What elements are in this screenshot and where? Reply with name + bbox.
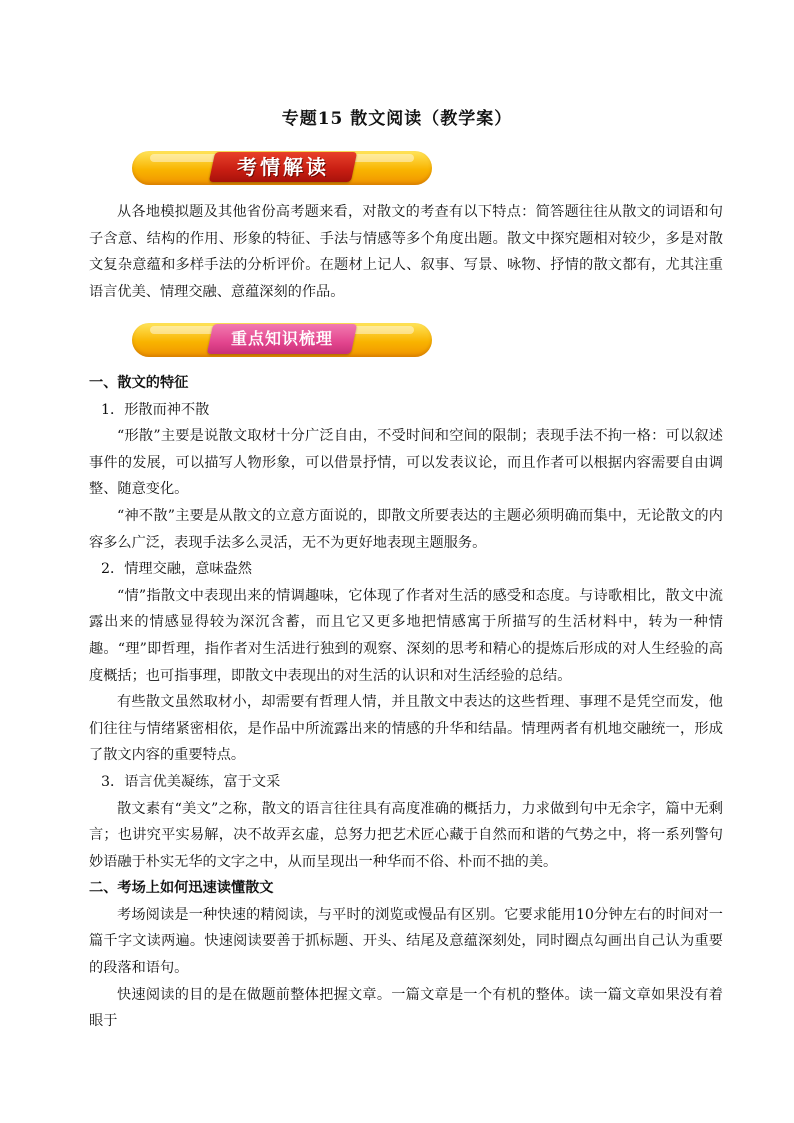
paragraph: “情”指散文中表现出来的情调趣味，它体现了作者对生活的感受和态度。与诗歌相比，散文中流露出来的情感显得较为深沉含蓄，而且它又更多地把情感寓于所描写的生活材料中，转为一种情趣。“理”即哲理，指作者对生活进行独到的观察、深刻的思考和精心的提炼后形成的对人生经验的高度概括；也可指事理，即散文中表现出的对生活的认识和对生活经验的总结。: [89, 587, 723, 684]
page-title: 专题15 散文阅读（教学案）: [281, 109, 513, 129]
section-banner-key-knowledge: [132, 323, 432, 357]
heading-quick-reading: 二、考场上如何迅速读懂散文: [89, 880, 274, 897]
subheading-2: 2．情理交融，意味盎然: [101, 561, 252, 578]
paragraph: “形散”主要是说散文取材十分广泛自由，不受时间和空间的限制；表现手法不拘一格：可以叙述事件的发展，可以描写人物形象，可以借景抒情，可以发表议论，而且作者可以根据内容需要自由调整、随意变化。: [89, 428, 723, 498]
paragraph: “神不散”主要是从散文的立意方面说的，即散文所要表达的主题必须明确而集中，无论散文的内容多么广泛，表现手法多么灵活，无不为更好地表现主题服务。: [89, 507, 723, 551]
heading-prose-features: 一、散文的特征: [89, 375, 189, 391]
banner-label-text: 考情解读: [237, 155, 329, 179]
banner-label: [209, 152, 357, 182]
subheading-3: 3．语言优美凝练，富于文采: [101, 773, 281, 790]
subheading-1: 1．形散而神不散: [101, 401, 210, 418]
paragraph: 考场阅读是一种快速的精阅读，与平时的浏览或慢品有区别。它要求能用10分钟左右的时间对一篇千字文读两遍。快速阅读要善于抓标题、开头、结尾及意蕴深刻处，同时圈点勾画出自己认为重要的段落和语句。: [89, 906, 723, 977]
intro-paragraph: 从各地模拟题及其他省份高考题来看，对散文的考查有以下特点：简答题往往从散文的词语和句子含意、结构的作用、形象的特征、手法与情感等多个角度出题。散文中探究题相对较少，多是对散文复杂意蕴和多样手法的分析评价。在题材上记人、叙事、写景、咏物、抒情的散文都有，尤其注重语言优美、情理交融、意蕴深刻的作品。: [89, 204, 723, 300]
main-content: [89, 370, 723, 1035]
paragraph: 快速阅读的目的是在做题前整体把握文章。一篇文章是一个有机的整体。读一篇文章如果没有着眼于: [89, 986, 723, 1030]
paragraph: 散文素有“美文”之称，散文的语言往往具有高度准确的概括力，力求做到句中无余字，篇中无剩言；也讲究平实易解，决不故弄玄虚，总努力把艺术匠心藏于自然而和谐的气势之中，将一系列警句妙语融于朴实无华的文字之中，从而呈现出一种华而不俗、朴而不拙的美。: [89, 800, 723, 870]
banner-label: [207, 324, 357, 354]
banner-label-text: 重点知识梳理: [230, 329, 333, 348]
section-banner-exam-analysis: [132, 151, 432, 185]
intro-section: [89, 199, 723, 305]
paragraph: 有些散文虽然取材小，却需要有哲理人情，并且散文中表达的这些哲理、事理不是凭空而发，他们往往与情绪紧密相依，是作品中所流露出来的情感的升华和结晶。情理两者有机地交融统一，形成了散文内容的重要特点。: [89, 694, 723, 764]
